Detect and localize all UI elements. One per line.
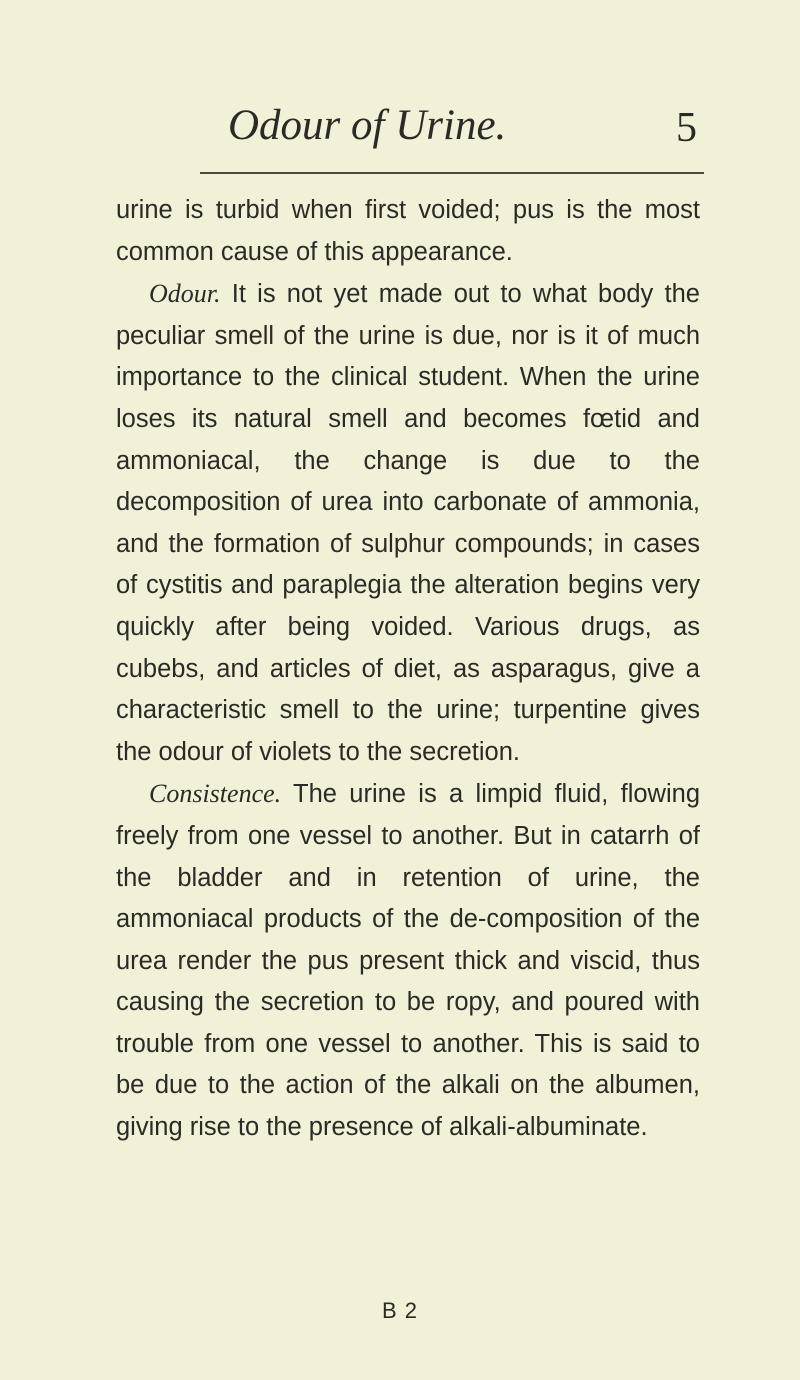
paragraph-consistence — [116, 773, 700, 1148]
paragraph-text: urine is turbid when first voided; pus is the most common cause of this appearance. — [116, 196, 700, 266]
paragraph-text: It is not yet made out to what body the peculiar smell of the urine is due, nor is it of much importance to the clinical student. When the urine loses its natural smell and becomes fœtid and ammoniacal, the change is due to the decomposition of urea into carbonate of ammonia, and the formation of sulphur compounds; in cases of cystitis and paraplegia the alteration begins very quickly after being voided. Various drugs, as cubebs, and articles of diet, as asparagus, give a characteristic smell to the urine; turpentine gives the odour of violets to the secretion. — [116, 280, 700, 766]
page-header — [0, 96, 800, 166]
paragraph-text: The urine is a limpid fluid, flowing freely from one vessel to another. But in catarrh of the bladder and in retention of urine, the ammoniacal products of the de-composition of the urea render the pus present thick and viscid, thus causing the secretion to be ropy, and poured with trouble from one vessel to another. This is said to be due to the action of the alkali on the albumen, giving rise to the presence of alkali-albuminate. — [116, 780, 700, 1142]
paragraph-continuation — [116, 190, 700, 273]
running-title: Odour of Urine. — [228, 102, 507, 149]
header-rule — [200, 172, 704, 174]
paragraph-odour — [116, 273, 700, 773]
body-text — [116, 190, 700, 1149]
page-number: 5 — [676, 105, 697, 151]
section-heading-odour: Odour. — [149, 279, 221, 309]
section-heading-consistence: Consistence. — [149, 779, 282, 809]
signature-mark: B 2 — [381, 1298, 419, 1323]
